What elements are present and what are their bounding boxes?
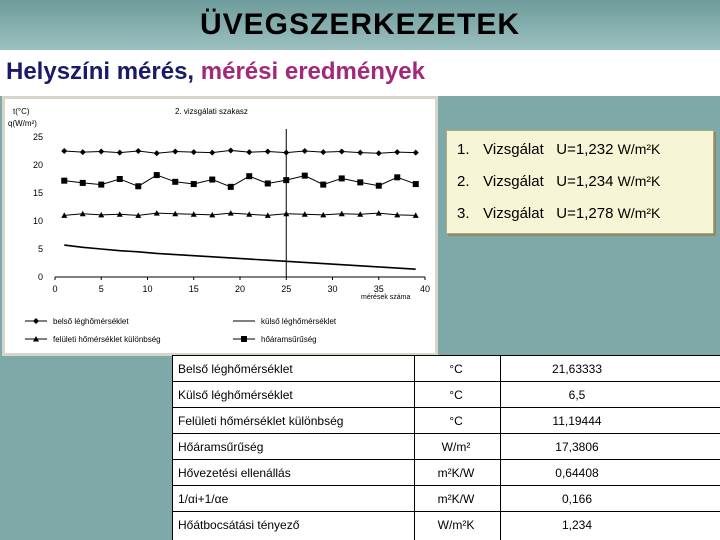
chart-xlabel: mérések száma xyxy=(361,294,411,301)
table-row xyxy=(172,381,720,408)
data-point xyxy=(80,149,86,155)
data-point xyxy=(135,183,141,189)
table-cell-name: Belső léghőmérséklet xyxy=(178,362,293,376)
result-num: 1. xyxy=(457,141,470,158)
y-tick-label: 20 xyxy=(32,160,43,170)
legend-label: külső léghőmérséklet xyxy=(261,317,337,326)
results-legend xyxy=(446,130,714,234)
data-point xyxy=(209,177,215,183)
chart-frame xyxy=(2,96,438,356)
chart-ylabel-1: t(°C) xyxy=(13,107,30,116)
data-point xyxy=(61,178,67,184)
measurement-chart xyxy=(5,99,435,353)
result-unit: W/m²K xyxy=(617,205,661,221)
legend-label: felületi hőmérséklet különbség xyxy=(53,335,161,344)
data-point xyxy=(80,180,86,186)
result-label: Vizsgálat xyxy=(483,205,544,222)
table-row xyxy=(172,459,720,486)
table-cell-value: 21,63333 xyxy=(551,362,603,376)
data-point xyxy=(357,150,363,156)
table-divider xyxy=(500,355,501,540)
table-divider xyxy=(414,355,415,540)
chart-series xyxy=(61,147,419,269)
data-point xyxy=(283,150,289,156)
data-point xyxy=(98,149,104,155)
data-point xyxy=(302,173,308,179)
result-value: U=1,232 xyxy=(556,141,614,158)
table-cell-name: Hővezetési ellenállás xyxy=(178,466,291,480)
table-cell-unit: m²K/W xyxy=(437,466,475,480)
table-border-left xyxy=(172,355,173,540)
data-point xyxy=(33,318,39,324)
data-point xyxy=(209,150,215,156)
result-num: 3. xyxy=(457,205,470,222)
data-point xyxy=(228,147,234,153)
data-point xyxy=(376,183,382,189)
result-row-3 xyxy=(457,205,660,222)
data-point xyxy=(246,173,252,179)
data-point xyxy=(191,149,197,155)
table-row xyxy=(172,511,720,538)
x-tick-label: 40 xyxy=(419,284,431,294)
table-cell-value: 0,166 xyxy=(561,492,593,506)
legend-label: belső léghőmérséklet xyxy=(53,317,129,326)
table-cell-value: 6,5 xyxy=(568,388,586,402)
data-point xyxy=(241,336,247,342)
x-tick-label: 35 xyxy=(373,284,384,294)
data-point xyxy=(117,176,123,182)
table-cell-unit: W/m² xyxy=(441,440,471,454)
data-point xyxy=(320,182,326,188)
table-cell-value: 17,3806 xyxy=(555,440,599,454)
x-tick-label: 20 xyxy=(234,284,246,294)
data-point xyxy=(320,149,326,155)
y-tick-label: 10 xyxy=(32,216,43,226)
y-tick-label: 5 xyxy=(37,244,43,254)
data-point xyxy=(265,180,271,186)
data-point xyxy=(413,181,419,187)
table-cell-name: 1/αi+1/αe xyxy=(178,492,229,506)
x-tick-label: 5 xyxy=(98,284,104,294)
data-point xyxy=(339,149,345,155)
x-tick-label: 30 xyxy=(327,284,338,294)
chart-axes xyxy=(33,129,430,294)
data-point xyxy=(228,184,234,190)
data-point xyxy=(339,175,345,181)
data-point xyxy=(357,179,363,185)
series-line xyxy=(64,245,416,269)
table-row xyxy=(172,433,720,460)
result-label: Vizsgálat xyxy=(483,173,544,190)
result-unit: W/m²K xyxy=(617,141,661,157)
chart-legend xyxy=(25,317,337,344)
y-tick-label: 0 xyxy=(37,272,43,282)
series-line xyxy=(64,213,416,215)
table-cell-value: 0,64408 xyxy=(555,466,599,480)
data-point xyxy=(394,174,400,180)
table-cell-name: Hőátbocsátási tényező xyxy=(178,518,300,532)
table-cell-name: Külső léghőmérséklet xyxy=(178,388,293,402)
result-row-2 xyxy=(457,173,660,190)
table-cell-value: 11,19444 xyxy=(552,414,602,428)
page-title: ÜVEGSZERKEZETEK xyxy=(199,8,521,41)
data-point xyxy=(172,179,178,185)
subtitle-part2: mérési eredmények xyxy=(200,58,425,85)
table-cell-unit: °C xyxy=(449,362,463,376)
data-point xyxy=(61,148,67,154)
y-tick-label: 25 xyxy=(32,132,43,142)
results-table xyxy=(172,355,720,540)
result-value: U=1,234 xyxy=(556,173,614,190)
data-point xyxy=(117,150,123,156)
table-row xyxy=(172,355,720,382)
x-tick-label: 10 xyxy=(142,284,153,294)
x-tick-label: 0 xyxy=(52,284,58,294)
data-point xyxy=(98,182,104,188)
table-cell-value: 1,234 xyxy=(561,518,593,532)
page-subtitle xyxy=(6,58,425,86)
data-point xyxy=(135,148,141,154)
table-cell-unit: °C xyxy=(449,388,463,402)
legend-label: hőáramsűrűség xyxy=(261,335,317,344)
data-point xyxy=(154,150,160,156)
result-label: Vizsgálat xyxy=(483,141,544,158)
x-tick-label: 15 xyxy=(188,284,199,294)
table-row xyxy=(172,407,720,434)
y-tick-label: 15 xyxy=(32,188,43,198)
data-point xyxy=(394,149,400,155)
table-cell-unit: m²K/W xyxy=(437,492,475,506)
table-cell-unit: W/m²K xyxy=(437,518,475,532)
data-point xyxy=(172,149,178,155)
data-point xyxy=(191,181,197,187)
result-row-1 xyxy=(457,141,660,158)
subtitle-part1: Helyszíni mérés, xyxy=(6,58,195,85)
data-point xyxy=(265,149,271,155)
data-point xyxy=(283,177,289,183)
result-num: 2. xyxy=(457,173,470,190)
data-point xyxy=(376,150,382,156)
data-point xyxy=(413,150,419,156)
chart-ylabel-2: q(W/m²) xyxy=(8,119,37,128)
result-value: U=1,278 xyxy=(556,205,614,222)
table-cell-unit: °C xyxy=(449,414,463,428)
data-point xyxy=(246,149,252,155)
table-cell-name: Felületi hőmérséklet különbség xyxy=(178,414,344,428)
subtitle-bar xyxy=(0,50,720,96)
result-unit: W/m²K xyxy=(617,173,661,189)
data-point xyxy=(154,172,160,178)
table-row xyxy=(172,485,720,512)
chart-title: 2. vizsgálati szakasz xyxy=(175,107,248,116)
data-point xyxy=(302,148,308,154)
table-cell-name: Hőáramsűrűség xyxy=(178,440,264,454)
x-tick-label: 25 xyxy=(281,284,292,294)
